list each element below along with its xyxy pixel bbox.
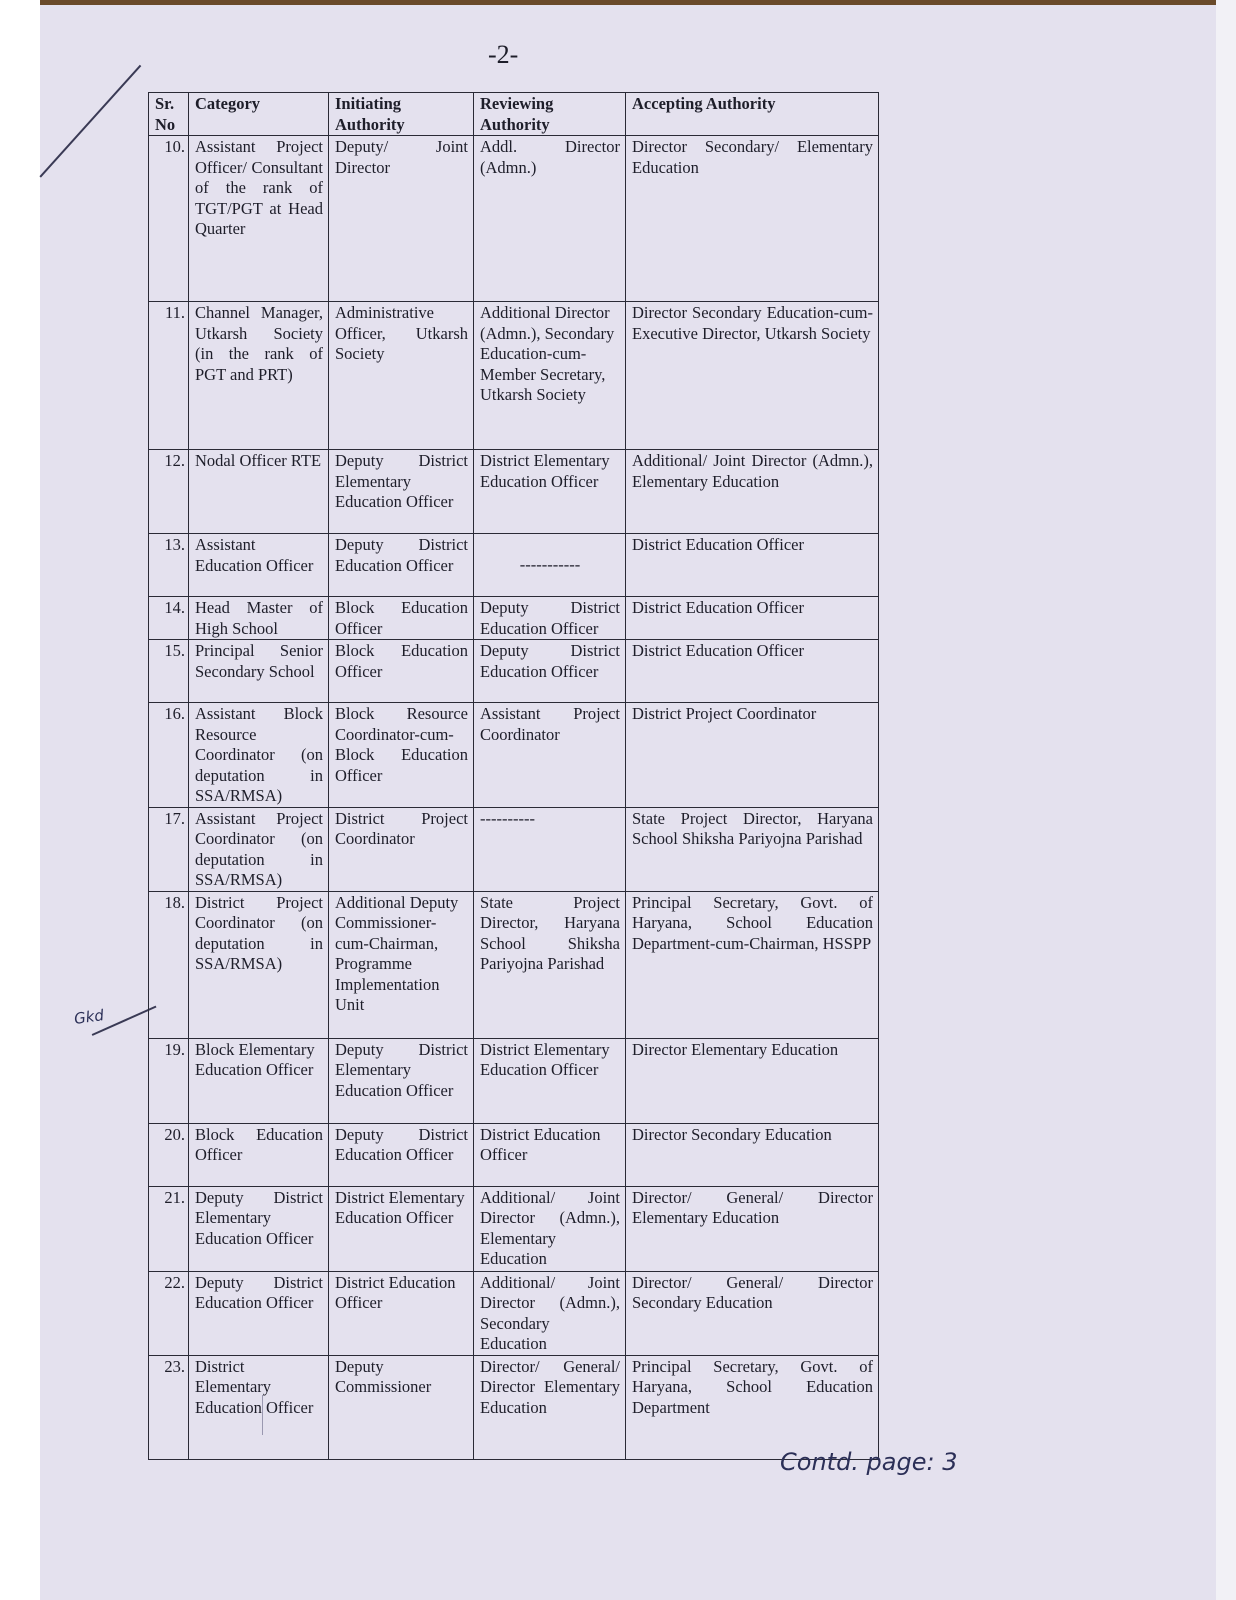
cell-reviewing: Assistant Project Coordinator [474, 703, 626, 808]
cell-category: Block Elementary Education Officer [189, 1038, 329, 1123]
cell-accepting: District Education Officer [626, 534, 879, 597]
cell-accepting: Principal Secretary, Govt. of Haryana, School Education Department-cum-Chairman, HSSPP [626, 891, 879, 1038]
cell-sr: 13. [149, 534, 189, 597]
cell-initiating: Deputy District Elementary Education Officer [329, 1038, 474, 1123]
authority-table [148, 92, 879, 1460]
cell-reviewing: ---------- [474, 807, 626, 891]
header-accepting-authority: Accepting Authority [626, 93, 879, 136]
table-row [149, 302, 879, 450]
handwritten-margin-note: Gkd [72, 1006, 105, 1028]
cell-accepting: Director Elementary Education [626, 1038, 879, 1123]
cell-category: Assistant Block Resource Coordinator (on deputation in SSA/RMSA) [189, 703, 329, 808]
cell-initiating: Block Resource Coordinator-cum-Block Education Officer [329, 703, 474, 808]
header-initiating-authority: Initiating Authority [329, 93, 474, 136]
cell-sr: 20. [149, 1123, 189, 1186]
header-category: Category [189, 93, 329, 136]
cell-sr: 18. [149, 891, 189, 1038]
cell-sr: 11. [149, 302, 189, 450]
cell-sr: 12. [149, 450, 189, 534]
table-row [149, 1038, 879, 1123]
table-row [149, 534, 879, 597]
cell-sr: 22. [149, 1271, 189, 1355]
table-header-row [149, 93, 879, 136]
table-row [149, 597, 879, 640]
cell-accepting: Director Secondary Education [626, 1123, 879, 1186]
cell-sr: 23. [149, 1355, 189, 1459]
header-reviewing-authority: Reviewing Authority [474, 93, 626, 136]
table-row [149, 450, 879, 534]
cell-category: Deputy District Elementary Education Officer [189, 1186, 329, 1271]
cell-sr: 15. [149, 640, 189, 703]
cell-category: District Elementary Education Officer [189, 1355, 329, 1459]
cell-sr: 17. [149, 807, 189, 891]
cell-reviewing: Addl. Director (Admn.) [474, 136, 626, 302]
table-row [149, 136, 879, 302]
cell-initiating: Deputy District Education Officer [329, 1123, 474, 1186]
cell-accepting: Director/ General/ Director Elementary Education [626, 1186, 879, 1271]
cell-accepting: District Project Coordinator [626, 703, 879, 808]
cell-accepting: State Project Director, Haryana School Shiksha Pariyojna Parishad [626, 807, 879, 891]
table-row [149, 807, 879, 891]
cell-reviewing: District Education Officer [474, 1123, 626, 1186]
table-row [149, 1186, 879, 1271]
cell-sr: 16. [149, 703, 189, 808]
cell-category: Block Education Officer [189, 1123, 329, 1186]
scan-top-edge [40, 0, 1216, 5]
cell-initiating: Deputy/ Joint Director [329, 136, 474, 302]
cell-accepting: Director/ General/ Director Secondary Education [626, 1271, 879, 1355]
table-row [149, 1355, 879, 1459]
cell-accepting: Principal Secretary, Govt. of Haryana, School Education Department [626, 1355, 879, 1459]
cell-category: Assistant Education Officer [189, 534, 329, 597]
cell-category: Deputy District Education Officer [189, 1271, 329, 1355]
table-row [149, 640, 879, 703]
page-number: -2- [488, 40, 519, 69]
cell-sr: 21. [149, 1186, 189, 1271]
cell-category: Assistant Project Officer/ Consultant of the rank of TGT/PGT at Head Quarter [189, 136, 329, 302]
table-row [149, 1123, 879, 1186]
cell-reviewing: Additional Director (Admn.), Secondary Education-cum-Member Secretary, Utkarsh Society [474, 302, 626, 450]
cell-reviewing: Director/ General/ Director Elementary Education [474, 1355, 626, 1459]
cell-accepting: District Education Officer [626, 640, 879, 703]
cell-initiating: District Elementary Education Officer [329, 1186, 474, 1271]
cell-reviewing: Additional/ Joint Director (Admn.), Secondary Education [474, 1271, 626, 1355]
header-sr-no: Sr. No [149, 93, 189, 136]
cell-initiating: Deputy District Education Officer [329, 534, 474, 597]
cell-category: Principal Senior Secondary School [189, 640, 329, 703]
cell-initiating: District Education Officer [329, 1271, 474, 1355]
table-row [149, 1271, 879, 1355]
scan-right-edge [1216, 0, 1236, 1600]
cell-category: Channel Manager, Utkarsh Society (in the rank of PGT and PRT) [189, 302, 329, 450]
cell-category: District Project Coordinator (on deputation in SSA/RMSA) [189, 891, 329, 1038]
cell-initiating: Deputy District Elementary Education Officer [329, 450, 474, 534]
cell-category: Head Master of High School [189, 597, 329, 640]
cell-reviewing: Additional/ Joint Director (Admn.), Elementary Education [474, 1186, 626, 1271]
table-row [149, 703, 879, 808]
cell-sr: 19. [149, 1038, 189, 1123]
cell-reviewing: Deputy District Education Officer [474, 597, 626, 640]
cell-accepting: Director Secondary/ Elementary Education [626, 136, 879, 302]
table-row [149, 891, 879, 1038]
cell-initiating: Deputy Commissioner [329, 1355, 474, 1459]
cell-initiating: Block Education Officer [329, 640, 474, 703]
cell-category: Assistant Project Coordinator (on deputation in SSA/RMSA) [189, 807, 329, 891]
cell-initiating: District Project Coordinator [329, 807, 474, 891]
handwritten-continued-note: Contd. page: 3 [780, 1448, 958, 1476]
cell-accepting: Additional/ Joint Director (Admn.), Elementary Education [626, 450, 879, 534]
cell-accepting: District Education Officer [626, 597, 879, 640]
cell-reviewing: District Elementary Education Officer [474, 1038, 626, 1123]
cell-reviewing: District Elementary Education Officer [474, 450, 626, 534]
cell-reviewing: Deputy District Education Officer [474, 640, 626, 703]
cell-sr: 10. [149, 136, 189, 302]
cell-initiating: Administrative Officer, Utkarsh Society [329, 302, 474, 450]
cell-reviewing: ----------- [474, 534, 626, 597]
cell-category: Nodal Officer RTE [189, 450, 329, 534]
cell-accepting: Director Secondary Education-cum-Executive Director, Utkarsh Society [626, 302, 879, 450]
cell-sr: 14. [149, 597, 189, 640]
cell-reviewing: State Project Director, Haryana School Shiksha Pariyojna Parishad [474, 891, 626, 1038]
cell-initiating: Additional Deputy Commissioner-cum-Chairman, Programme Implementation Unit [329, 891, 474, 1038]
cell-initiating: Block Education Officer [329, 597, 474, 640]
